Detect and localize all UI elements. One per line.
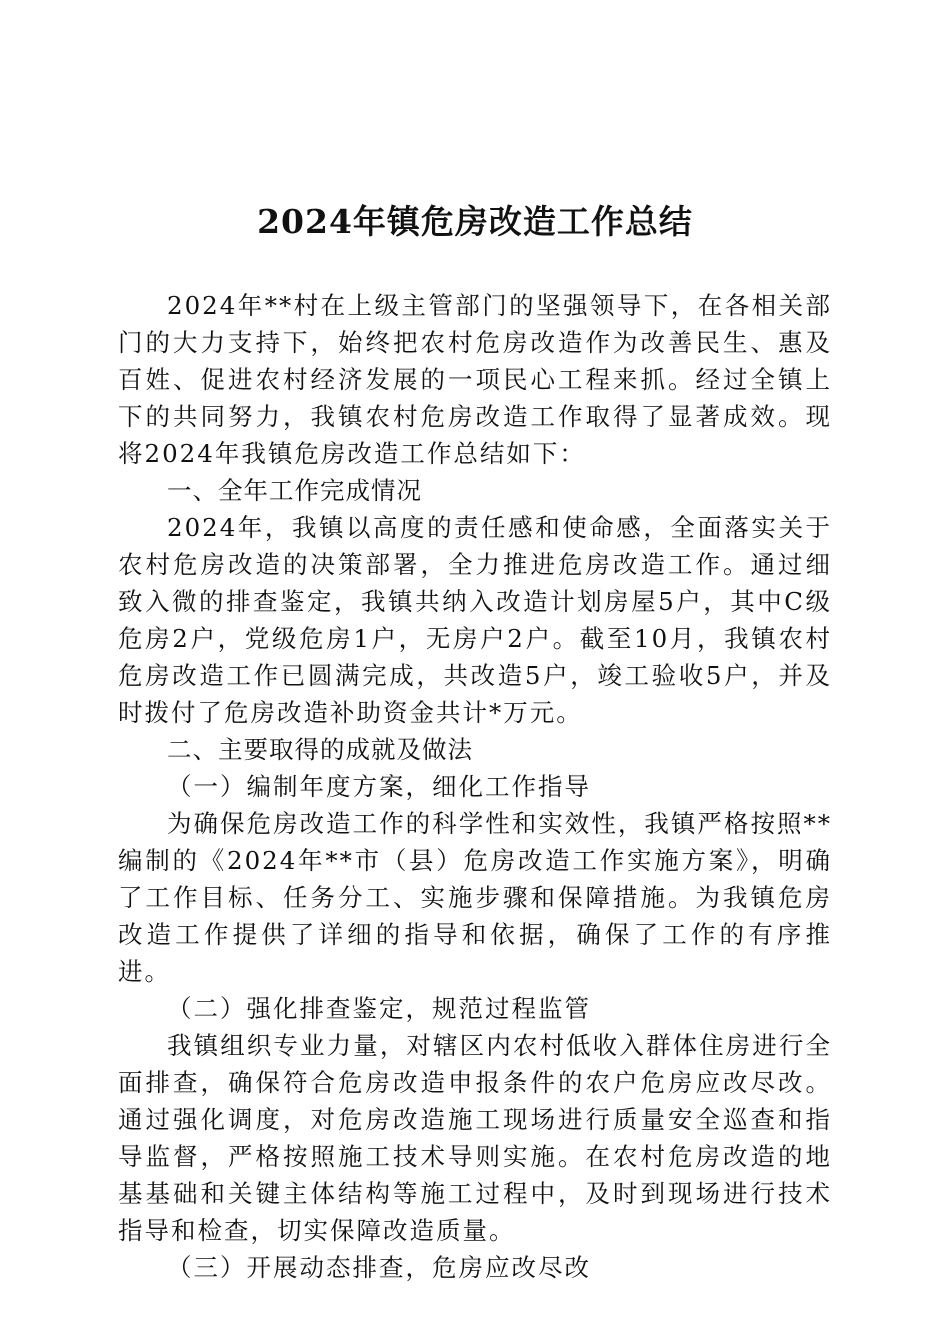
section-heading-1: 一、全年工作完成情况	[167, 476, 422, 505]
subsection-1-paragraph: 为确保危房改造工作的科学性和实效性，我镇严格按照**编制的《2024年**市（县）危房改造工作实施方案》，明确了工作目标、任务分工、实施步骤和保障措施。为我镇危房改造工作提供了详细的指导和依据，确保了工作的有序推进。	[118, 809, 832, 986]
section-1-paragraph: 2024年，我镇以高度的责任感和使命感，全面落实关于农村危房改造的决策部署，全力推进危房改造工作。通过细致入微的排查鉴定，我镇共纳入改造计划房屋5户，其中C级危房2户，党级危房1户，无房户2户。截至10月，我镇农村危房改造工作已圆满完成，共改造5户，竣工验收5户，并及时拨付了危房改造补助资金共计*万元。	[118, 513, 832, 727]
subsection-heading-1: （一）编制年度方案，细化工作指导	[167, 772, 591, 801]
section-heading-2: 二、主要取得的成就及做法	[167, 735, 473, 764]
document-body	[118, 287, 832, 1286]
subsection-2-paragraph: 我镇组织专业力量，对辖区内农村低收入群体住房进行全面排查，确保符合危房改造申报条件的农户危房应改尽改。通过强化调度，对危房改造施工现场进行质量安全巡查和指导监督，严格按照施工技术导则实施。在农村危房改造的地基基础和关键主体结构等施工过程中，及时到现场进行技术指导和检查，切实保障改造质量。	[118, 1031, 832, 1245]
document-title: 2024年镇危房改造工作总结	[257, 202, 693, 241]
intro-paragraph: 2024年**村在上级主管部门的坚强领导下，在各相关部门的大力支持下，始终把农村危房改造作为改善民生、惠及百姓、促进农村经济发展的一项民心工程来抓。经过全镇上下的共同努力，我镇农村危房改造工作取得了显著成效。现将2024年我镇危房改造工作总结如下：	[118, 291, 832, 468]
subsection-heading-3: （三）开展动态排查，危房应改尽改	[167, 1253, 591, 1282]
subsection-heading-2: （二）强化排查鉴定，规范过程监管	[167, 994, 591, 1023]
